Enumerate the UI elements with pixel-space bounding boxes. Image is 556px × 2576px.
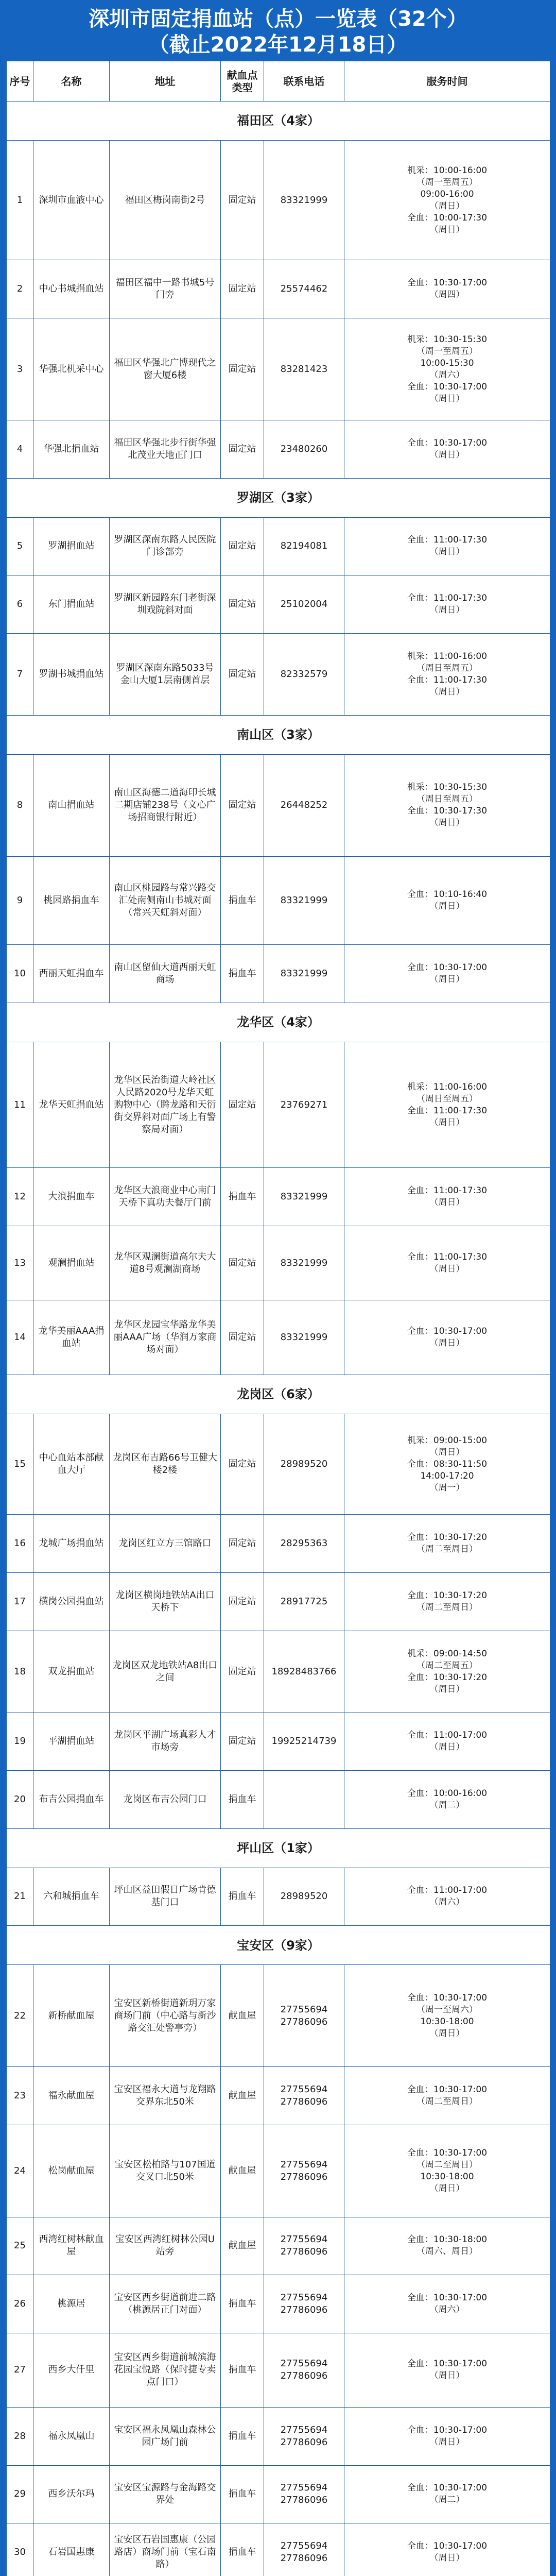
cell-address: 宝安区福永凤凰山森林公园广场门前: [110, 2408, 221, 2466]
cell-hours: 全血：10:10-16:40 （周日）: [344, 856, 550, 944]
cell-type: 固定站: [221, 1515, 264, 1573]
cell-type: 固定站: [221, 754, 264, 856]
cell-address: 宝安区西湾红树林公园U站旁: [110, 2217, 221, 2275]
cell-name: 华强北捐血站: [33, 420, 110, 479]
table-row: [7, 2465, 550, 2523]
region-header-row: [7, 101, 550, 141]
cell-phone: 28989520: [264, 1414, 344, 1515]
cell-address: 龙岗区横岗地铁站A出口天桥下: [110, 1573, 221, 1631]
col-header-phone: 联系电话: [264, 61, 344, 101]
cell-address: 罗湖区深南东路人民医院门诊部旁: [110, 517, 221, 575]
cell-no: 10: [7, 945, 33, 1003]
blood-station-table-container: [6, 61, 550, 2576]
cell-address: 宝安区石岩国惠康（公园路店）商场门前（宝石南路）: [110, 2523, 221, 2576]
cell-name: 布吉公园捐血车: [33, 1771, 110, 1829]
cell-no: 4: [7, 420, 33, 479]
cell-type: 捐血车: [221, 945, 264, 1003]
cell-no: 26: [7, 2275, 33, 2333]
page-subtitle: （截止2022年12月18日）: [148, 33, 408, 57]
cell-hours: 全血：11:00-17:30 （周日）: [344, 1168, 550, 1226]
cell-no: 1: [7, 140, 33, 260]
cell-hours: 全血：10:30-17:20 （周二至周日）: [344, 1573, 550, 1631]
cell-no: 11: [7, 1042, 33, 1168]
cell-address: 福田区梅岗南街2号: [110, 140, 221, 260]
cell-name: 桃源居: [33, 2275, 110, 2333]
region-header-row: [7, 715, 550, 754]
cell-hours: 全血：11:00-17:30 （周日）: [344, 575, 550, 634]
cell-no: 23: [7, 2067, 33, 2125]
cell-name: 松岗献血屋: [33, 2125, 110, 2217]
table-row: [7, 517, 550, 575]
table-row: [7, 1414, 550, 1515]
page-title: 深圳市固定捐血站（点）一览表（32个）: [89, 7, 467, 31]
region-title: 龙华区（4家）: [7, 1003, 550, 1042]
cell-phone: 27755694 27786096: [264, 2465, 344, 2523]
cell-type: 捐血车: [221, 2465, 264, 2523]
table-row: [7, 1573, 550, 1631]
cell-name: 华强北机采中心: [33, 318, 110, 420]
cell-hours: 全血：11:00-17:30 （周日）: [344, 1226, 550, 1300]
cell-type: 固定站: [221, 1631, 264, 1713]
cell-hours: 机采：11:00-16:00 （周日至周五） 全血：11:00-17:30 （周日）: [344, 1042, 550, 1168]
cell-no: 18: [7, 1631, 33, 1713]
cell-phone: 26448252: [264, 754, 344, 856]
cell-address: 南山区桃园路与常兴路交汇处南侧南山书城对面（常兴天虹斜对面）: [110, 856, 221, 944]
table-row: [7, 1042, 550, 1168]
cell-address: 宝安区西乡街道前城滨海花园宝悦路（保时捷专卖点门口）: [110, 2333, 221, 2407]
region-header-row: [7, 478, 550, 517]
table-row: [7, 754, 550, 856]
cell-name: 观澜捐血站: [33, 1226, 110, 1300]
cell-type: 献血屋: [221, 2067, 264, 2125]
cell-type: 捐血车: [221, 856, 264, 944]
cell-phone: 83321999: [264, 1168, 344, 1226]
cell-phone: 23769271: [264, 1042, 344, 1168]
cell-name: 桃园路捐血车: [33, 856, 110, 944]
cell-no: 24: [7, 2125, 33, 2217]
region-title: 福田区（4家）: [7, 101, 550, 141]
cell-type: 捐血车: [221, 1771, 264, 1829]
cell-address: 宝安区新桥街道新玥万家商场门前（中心路与新沙路交汇处警亭旁）: [110, 1965, 221, 2067]
cell-type: 固定站: [221, 260, 264, 318]
cell-name: 中心书城捐血站: [33, 260, 110, 318]
cell-hours: 全血：10:30-17:00 （周日）: [344, 945, 550, 1003]
col-header-type: 献血点类型: [221, 61, 264, 101]
table-row: [7, 2067, 550, 2125]
table-row: [7, 2275, 550, 2333]
cell-type: 捐血车: [221, 1868, 264, 1926]
cell-phone: 83321999: [264, 1300, 344, 1375]
cell-hours: 机采：09:00-15:00 （周日） 全血：08:30-11:50 14:00-17:20 （周一）: [344, 1414, 550, 1515]
cell-name: 东门捐血站: [33, 575, 110, 634]
cell-phone: 82194081: [264, 517, 344, 575]
cell-no: 16: [7, 1515, 33, 1573]
cell-name: 龙城广场捐血站: [33, 1515, 110, 1573]
cell-name: 双龙捐血站: [33, 1631, 110, 1713]
region-header-row: [7, 1375, 550, 1414]
table-row: [7, 2523, 550, 2576]
cell-phone: 18928483766: [264, 1631, 344, 1713]
cell-address: 南山区留仙大道西丽天虹商场: [110, 945, 221, 1003]
cell-address: 龙岗区布吉路66号卫健大楼2楼: [110, 1414, 221, 1515]
cell-address: 罗湖区深南东路5033号金山大厦1层南侧首层: [110, 633, 221, 715]
table-row: [7, 318, 550, 420]
table-row: [7, 1168, 550, 1226]
cell-phone: 83321999: [264, 1226, 344, 1300]
cell-no: 12: [7, 1168, 33, 1226]
cell-phone: 25102004: [264, 575, 344, 634]
table-row: [7, 1868, 550, 1926]
cell-name: 平湖捐血站: [33, 1713, 110, 1771]
cell-name: 横岗公园捐血站: [33, 1573, 110, 1631]
table-row: [7, 1713, 550, 1771]
cell-no: 15: [7, 1414, 33, 1515]
col-header-address: 地址: [110, 61, 221, 101]
cell-name: 罗湖书城捐血站: [33, 633, 110, 715]
cell-no: 2: [7, 260, 33, 318]
cell-hours: 机采：11:00-16:00 （周日至周五） 全血：11:00-17:30 （周日）: [344, 633, 550, 715]
cell-address: 龙华区民治街道大岭社区人民路2020号龙华天虹购物中心（腾龙路和天衍街交界斜对面广场上有警察局对面）: [110, 1042, 221, 1168]
table-row: [7, 420, 550, 479]
cell-address: 龙华区观澜街道高尔夫大道8号观澜湖商场: [110, 1226, 221, 1300]
cell-hours: 全血：10:30-17:00 （周六）: [344, 2275, 550, 2333]
cell-no: 20: [7, 1771, 33, 1829]
cell-name: 六和城捐血车: [33, 1868, 110, 1926]
cell-address: 宝安区松柏路与107国道交叉口北50米: [110, 2125, 221, 2217]
cell-hours: 全血：10:30-17:20 （周二至周日）: [344, 1515, 550, 1573]
table-header-row: [7, 61, 550, 101]
cell-hours: 全血：11:00-17:00 （周六）: [344, 1868, 550, 1926]
cell-type: 固定站: [221, 1300, 264, 1375]
cell-name: 罗湖捐血站: [33, 517, 110, 575]
cell-type: 捐血车: [221, 2275, 264, 2333]
cell-type: 固定站: [221, 633, 264, 715]
cell-no: 25: [7, 2217, 33, 2275]
table-row: [7, 1771, 550, 1829]
cell-name: 福永凤凰山: [33, 2408, 110, 2466]
cell-type: 献血屋: [221, 2125, 264, 2217]
cell-phone: 27755694 27786096: [264, 2333, 344, 2407]
cell-no: 27: [7, 2333, 33, 2407]
cell-no: 21: [7, 1868, 33, 1926]
cell-type: 固定站: [221, 140, 264, 260]
table-row: [7, 2408, 550, 2466]
cell-address: 龙华区龙园宝华路龙华美丽AAA广场（华润万家商场对面）: [110, 1300, 221, 1375]
cell-type: 捐血车: [221, 2333, 264, 2407]
cell-address: 宝安区宝源路与金海路交界处: [110, 2465, 221, 2523]
cell-name: 龙华天虹捐血站: [33, 1042, 110, 1168]
cell-type: 捐血车: [221, 2523, 264, 2576]
cell-type: 固定站: [221, 1713, 264, 1771]
cell-no: 28: [7, 2408, 33, 2466]
cell-no: 6: [7, 575, 33, 634]
col-header-name: 名称: [33, 61, 110, 101]
cell-phone: 27755694 27786096: [264, 2125, 344, 2217]
region-title: 南山区（3家）: [7, 715, 550, 754]
cell-address: 龙华区大浪商业中心南门天桥下真功夫餐厅门前: [110, 1168, 221, 1226]
cell-type: 固定站: [221, 318, 264, 420]
table-row: [7, 575, 550, 634]
cell-name: 南山捐血站: [33, 754, 110, 856]
cell-no: 30: [7, 2523, 33, 2576]
cell-no: 3: [7, 318, 33, 420]
cell-address: 龙岗区红立方三馆路口: [110, 1515, 221, 1573]
cell-phone: 28295363: [264, 1515, 344, 1573]
cell-phone: 25574462: [264, 260, 344, 318]
table-row: [7, 140, 550, 260]
blood-station-table: [6, 61, 550, 2576]
table-row: [7, 2125, 550, 2217]
cell-phone: 27755694 27786096: [264, 2217, 344, 2275]
table-row: [7, 1965, 550, 2067]
cell-phone: 83281423: [264, 318, 344, 420]
cell-phone: 82332579: [264, 633, 344, 715]
cell-address: 宝安区西乡街道前进二路（桃源居正门对面）: [110, 2275, 221, 2333]
cell-hours: 全血：10:30-17:00 （周二）: [344, 2465, 550, 2523]
col-header-no: 序号: [7, 61, 33, 101]
cell-phone: 23480260: [264, 420, 344, 479]
cell-phone: 28989520: [264, 1868, 344, 1926]
region-title: 宝安区（9家）: [7, 1926, 550, 1965]
cell-hours: 全血：10:30-17:00 （周日）: [344, 2523, 550, 2576]
cell-name: 石岩国惠康: [33, 2523, 110, 2576]
col-header-hours: 服务时间: [344, 61, 550, 101]
table-row: [7, 1631, 550, 1713]
region-header-row: [7, 1003, 550, 1042]
cell-hours: 全血：10:30-17:00 （周二至周日） 10:30-18:00 （周日）: [344, 2125, 550, 2217]
cell-hours: 全血：10:30-17:00 （周日）: [344, 420, 550, 479]
cell-name: 中心血站本部献血大厅: [33, 1414, 110, 1515]
cell-hours: 全血：10:30-17:00 （周一至周六） 10:30-18:00 （周日）: [344, 1965, 550, 2067]
cell-no: 14: [7, 1300, 33, 1375]
table-row: [7, 1226, 550, 1300]
cell-name: 深圳市血液中心: [33, 140, 110, 260]
cell-hours: 全血：10:30-17:00 （周四）: [344, 260, 550, 318]
cell-no: 13: [7, 1226, 33, 1300]
cell-phone: 27755694 27786096: [264, 2275, 344, 2333]
cell-hours: 全血：10:00-16:00 （周二）: [344, 1771, 550, 1829]
cell-type: 献血屋: [221, 2217, 264, 2275]
cell-name: 福永献血屋: [33, 2067, 110, 2125]
region-title: 坪山区（1家）: [7, 1828, 550, 1868]
cell-name: 大浪捐血车: [33, 1168, 110, 1226]
cell-type: 固定站: [221, 517, 264, 575]
cell-hours: 全血：10:30-17:00 （周日）: [344, 2408, 550, 2466]
cell-address: 龙岗区平湖广场真彩人才市场旁: [110, 1713, 221, 1771]
cell-phone: 27755694 27786096: [264, 2067, 344, 2125]
cell-type: 固定站: [221, 1573, 264, 1631]
cell-phone: 27755694 27786096: [264, 2408, 344, 2466]
table-row: [7, 2217, 550, 2275]
cell-name: 西湾红树林献血屋: [33, 2217, 110, 2275]
cell-type: 捐血车: [221, 2408, 264, 2466]
table-row: [7, 1300, 550, 1375]
cell-name: 西乡沃尔玛: [33, 2465, 110, 2523]
cell-no: 29: [7, 2465, 33, 2523]
cell-hours: 全血：11:00-17:30 （周日）: [344, 517, 550, 575]
table-row: [7, 1515, 550, 1573]
table-row: [7, 633, 550, 715]
cell-address: 南山区海德二道海印长城二期店铺238号（文心广场招商银行附近）: [110, 754, 221, 856]
cell-hours: 机采：10:00-16:00 （周一至周五） 09:00-16:00 （周日） 全血：10:00-17:30 （周日）: [344, 140, 550, 260]
cell-type: 固定站: [221, 420, 264, 479]
cell-no: 7: [7, 633, 33, 715]
cell-phone: 83321999: [264, 945, 344, 1003]
cell-name: 龙华美丽AAA捐血站: [33, 1300, 110, 1375]
cell-no: 22: [7, 1965, 33, 2067]
cell-phone: 83321999: [264, 140, 344, 260]
cell-phone: 83321999: [264, 856, 344, 944]
cell-address: 宝安区福永大道与龙翔路交界东北50米: [110, 2067, 221, 2125]
cell-phone: [264, 1771, 344, 1829]
cell-address: 罗湖区新园路东门老街深圳戏院斜对面: [110, 575, 221, 634]
cell-address: 福田区福中一路书城5号门旁: [110, 260, 221, 318]
table-body: [7, 101, 550, 2576]
cell-name: 西丽天虹捐血车: [33, 945, 110, 1003]
cell-address: 福田区华强北广博现代之窗大厦6楼: [110, 318, 221, 420]
region-header-row: [7, 1828, 550, 1868]
cell-phone: 19925214739: [264, 1713, 344, 1771]
cell-type: 固定站: [221, 1042, 264, 1168]
cell-address: 龙岗区布吉公园门口: [110, 1771, 221, 1829]
cell-phone: 28917725: [264, 1573, 344, 1631]
cell-no: 19: [7, 1713, 33, 1771]
cell-hours: 机采：09:00-14:50 （周二至周五） 全血：10:30-17:20 （周日）: [344, 1631, 550, 1713]
cell-no: 8: [7, 754, 33, 856]
table-row: [7, 856, 550, 944]
cell-hours: 全血：10:30-17:00 （周日）: [344, 1300, 550, 1375]
cell-address: 福田区华强北步行街华强北茂业天地正门口: [110, 420, 221, 479]
cell-hours: 全血：10:30-17:00 （周二至周日）: [344, 2067, 550, 2125]
cell-type: 固定站: [221, 575, 264, 634]
cell-address: 坪山区益田假日广场肯德基门口: [110, 1868, 221, 1926]
cell-phone: 27755694 27786096: [264, 1965, 344, 2067]
cell-address: 龙岗区双龙地铁站A8出口之间: [110, 1631, 221, 1713]
cell-phone: 27755694 27786096: [264, 2523, 344, 2576]
cell-type: 固定站: [221, 1226, 264, 1300]
cell-hours: 机采：10:30-15:30 （周日至周五） 全血：10:30-17:30 （周日）: [344, 754, 550, 856]
table-row: [7, 945, 550, 1003]
cell-name: 西乡大仟里: [33, 2333, 110, 2407]
cell-type: 捐血车: [221, 1168, 264, 1226]
cell-hours: 全血：10:30-18:00 （周六、周日）: [344, 2217, 550, 2275]
region-title: 罗湖区（3家）: [7, 478, 550, 517]
cell-type: 固定站: [221, 1414, 264, 1515]
cell-no: 17: [7, 1573, 33, 1631]
table-row: [7, 2333, 550, 2407]
cell-hours: 全血：10:30-17:00 （周日）: [344, 2333, 550, 2407]
cell-type: 献血屋: [221, 1965, 264, 2067]
cell-name: 新桥献血屋: [33, 1965, 110, 2067]
region-title: 龙岗区（6家）: [7, 1375, 550, 1414]
cell-no: 9: [7, 856, 33, 944]
page-header: [0, 0, 556, 61]
table-row: [7, 260, 550, 318]
cell-hours: 机采：10:30-15:30 （周一至周五） 10:00-15:30 （周六） 全血：10:30-17:00 （周日）: [344, 318, 550, 420]
region-header-row: [7, 1926, 550, 1965]
cell-hours: 全血：11:00-17:00 （周日）: [344, 1713, 550, 1771]
cell-no: 5: [7, 517, 33, 575]
